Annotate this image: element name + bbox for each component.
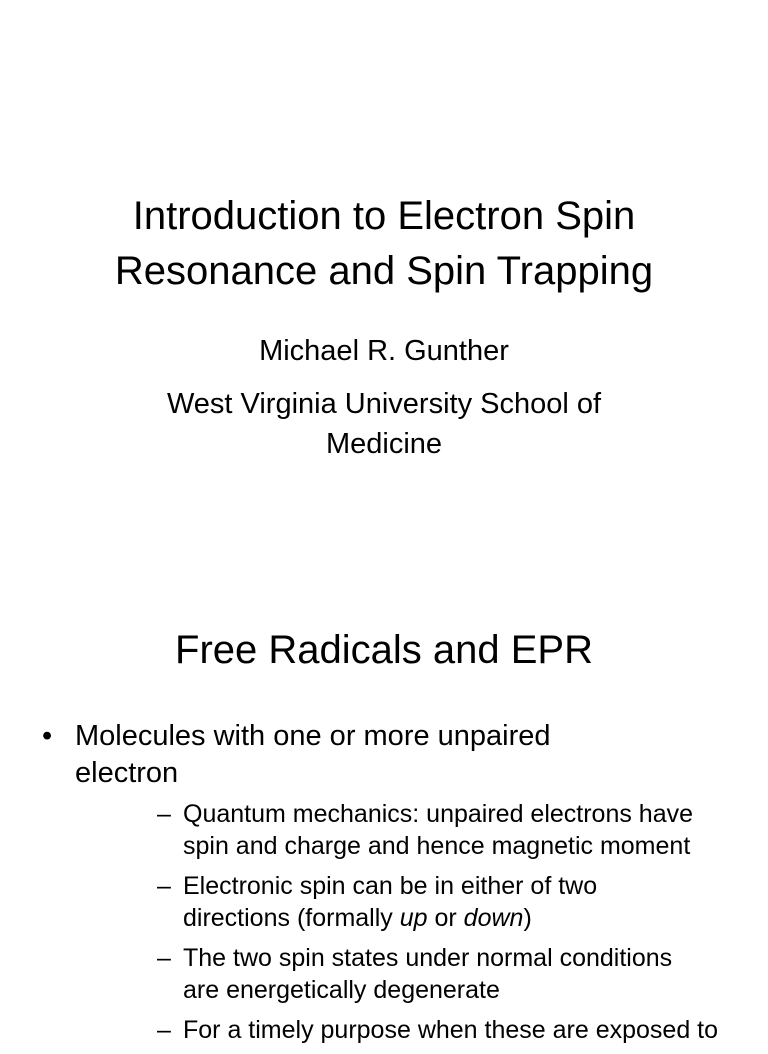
sub-bullet-item	[75, 1014, 768, 1046]
affiliation-line: West Virginia University School of	[166, 388, 602, 420]
text-run: directions (formally	[183, 904, 400, 932]
slide-free-radicals	[0, 576, 768, 1044]
presentation-title	[0, 189, 768, 299]
sub-bullet-item	[75, 798, 768, 862]
emphasis-down: down	[463, 904, 524, 932]
sub-bullet-line: are energetically degenerate	[183, 976, 500, 1004]
bullet-item	[0, 718, 768, 1046]
sub-bullet-line: Quantum mechanics: unpaired electrons have	[183, 800, 694, 828]
sub-bullet-line: spin and charge and hence magnetic moment	[183, 832, 691, 860]
sub-bullet-line: Electronic spin can be in either of two	[183, 872, 598, 900]
sub-bullet-line	[183, 902, 768, 934]
sub-bullet-item	[75, 870, 768, 934]
slide-title: Free Radicals and EPR	[175, 628, 593, 672]
bullet-marker: •	[42, 720, 53, 752]
title-line: Resonance and Spin Trapping	[114, 249, 654, 293]
sub-bullet-marker: –	[157, 1016, 171, 1044]
text-run: )	[523, 904, 532, 932]
text-run: or	[427, 904, 464, 932]
title-line: Introduction to Electron Spin	[132, 194, 636, 238]
bullet-list	[0, 718, 768, 1054]
bullet-line: electron	[75, 757, 179, 789]
bullet-line: Molecules with one or more unpaired	[75, 720, 551, 752]
sub-bullet-marker: –	[157, 800, 171, 828]
sub-bullet-line: The two spin states under normal conditions	[183, 944, 673, 972]
sub-bullet-marker: –	[157, 944, 171, 972]
author-name: Michael R. Gunther	[259, 335, 509, 367]
emphasis-up: up	[399, 904, 428, 932]
sub-bullet-line: For a timely purpose when these are exposed to	[183, 1016, 719, 1044]
sub-bullet-list	[75, 798, 768, 1046]
affiliation-line: Medicine	[325, 428, 443, 460]
sub-bullet-item	[75, 942, 768, 1006]
author-affiliation	[110, 384, 658, 464]
sub-bullet-marker: –	[157, 872, 171, 900]
